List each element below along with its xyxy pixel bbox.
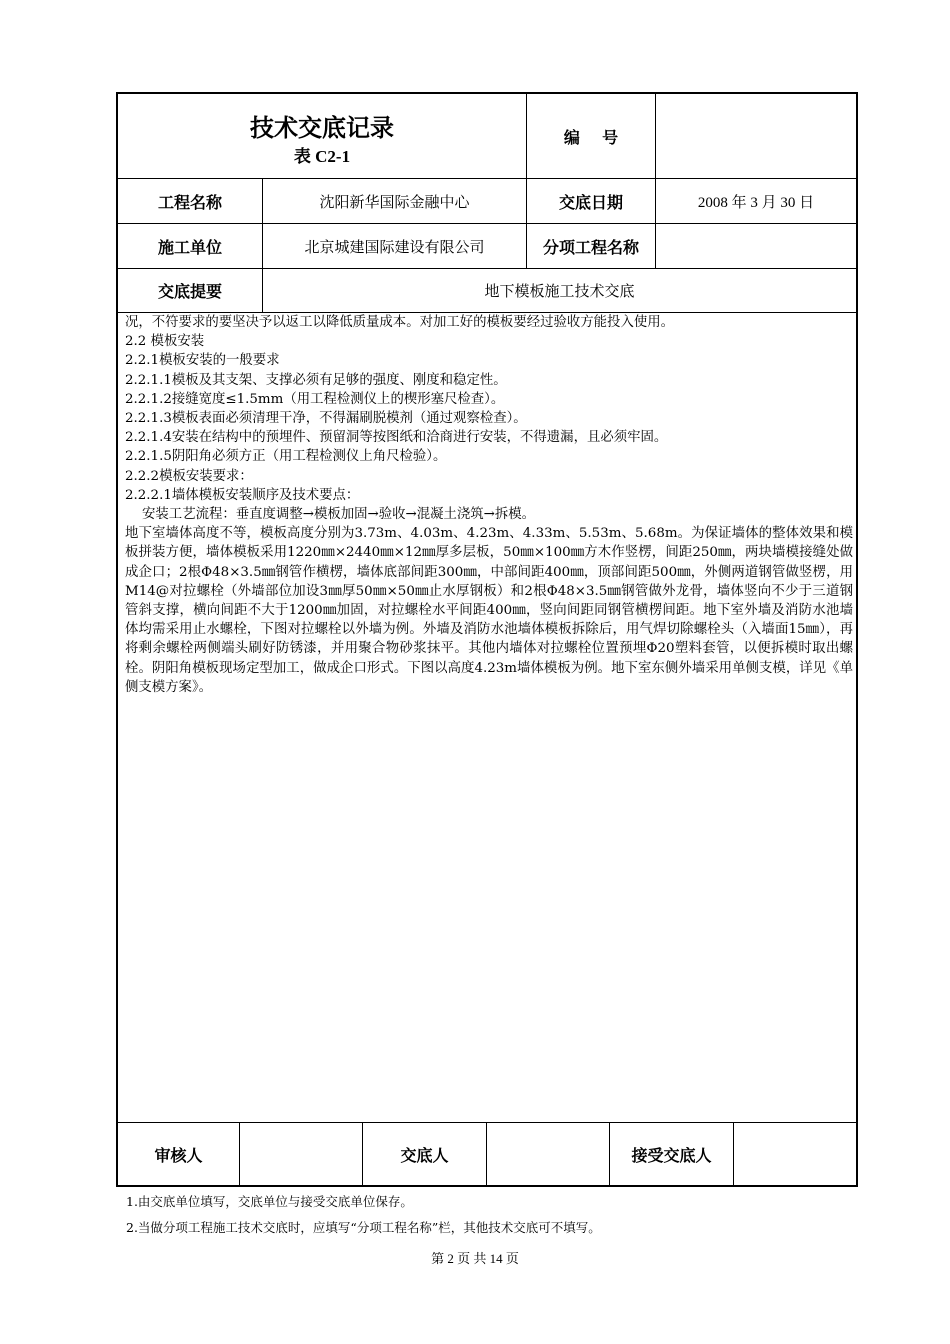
receiver-label: 接受交底人 — [631, 1145, 712, 1165]
summary-label: 交底提要 — [157, 282, 222, 301]
contractor-value[interactable]: 北京城建国际建设有限公司 — [304, 237, 485, 256]
discloser-label: 交底人 — [400, 1145, 449, 1165]
form-code: 表 C2-1 — [293, 147, 351, 166]
project-name-value[interactable]: 沈阳新华国际金融中心 — [319, 192, 470, 211]
number-label: 编 号 — [563, 127, 619, 147]
content-line: 2.2.1.1模板及其支架、支撑必须有足够的强度、刚度和稳定性。 — [125, 372, 507, 388]
contractor-label: 施工单位 — [157, 237, 222, 257]
reviewer-label: 审核人 — [154, 1145, 203, 1165]
project-name-label: 工程名称 — [157, 192, 222, 212]
document-title: 技术交底记录 — [250, 114, 394, 142]
table-border-bottom — [116, 1185, 858, 1187]
discloser-value[interactable] — [487, 1123, 609, 1185]
number-value[interactable] — [656, 94, 856, 178]
receiver-value[interactable] — [734, 1123, 856, 1185]
reviewer-value[interactable] — [240, 1123, 362, 1185]
note-2: 2.当做分项工程施工技术交底时，应填写“分项工程名称”栏，其他技术交底可不填写。 — [126, 1220, 601, 1235]
date-label: 交底日期 — [558, 192, 623, 212]
content-line: 2.2.1.3模板表面必须清理干净，不得漏刷脱模剂（通过观察检查）。 — [125, 411, 527, 427]
content-line: 2.2 模板安装 — [125, 334, 205, 350]
content-line: 2.2.1.5阴阳角必须方正（用工程检测仪上角尺检验）。 — [125, 449, 447, 465]
content-line: 2.2.2模板安装要求： — [125, 468, 253, 484]
content-line: 2.2.1模板安装的一般要求 — [125, 353, 280, 369]
disclosure-content — [125, 313, 853, 697]
content-line: 安装工艺流程：垂直度调整→模板加固→验收→混凝土浇筑→拆模。 — [125, 507, 536, 523]
page-number: 第 2 页 共 14 页 — [431, 1251, 519, 1266]
subproject-label: 分项工程名称 — [542, 237, 639, 257]
table-border-right — [856, 92, 858, 1187]
note-1: 1.由交底单位填写，交底单位与接受交底单位保存。 — [126, 1194, 413, 1209]
content-paragraph: 地下室墙体高度不等，模板高度分别为3.73m、4.03m、4.23m、4.33m、5.53m、5.68m。为保证墙体的整体效果和模板拼装方便，墙体模板采用1220㎜×2440㎜×12㎜厚多层板，50㎜×100㎜方木作竖楞，间距250㎜，两块墙模接缝处做成企口；2根Φ48×3.5㎜钢管作横楞，墙体底部间距300㎜，中部间距400㎜，顶部间距500㎜，外侧两道钢管做竖楞，用M14@对拉螺栓（外墙部位加设3㎜厚50㎜×50㎜止水厚钢板）和2根Φ48×3.5㎜钢管做外龙骨，墙体竖向不少于三道钢管斜支撑，横向间距不大于1200㎜加固，对拉螺栓水平间距400㎜，竖向间距同钢管横楞间距。地下室外墙及消防水池墙体均需采用止水螺栓，下图对拉螺栓以外墙为例。外墙及消防水池墙体模板拆除后，用气焊切除螺栓头（入墙面15㎜），再将剩余螺栓两侧端头刷好防锈漆，并用聚合物砂浆抹平。其他内墙体对拉螺栓位置预埋Φ20塑料套管，以便拆模时取出螺栓。阴阳角模板现场定型加工，做成企口形式。下图以高度4.23m墙体模板为例。地下室东侧外墙采用单侧支模，详见《单侧支模方案》。 — [125, 526, 853, 695]
content-line: 2.2.2.1墙体模板安装顺序及技术要点： — [125, 487, 360, 503]
summary-value[interactable]: 地下模板施工技术交底 — [484, 282, 635, 300]
content-line: 2.2.1.2接缝宽度≤1.5mm（用工程检测仪上的楔形塞尺检查）。 — [125, 391, 505, 407]
subproject-value[interactable] — [656, 224, 856, 268]
date-value[interactable]: 2008 年 3 月 30 日 — [697, 194, 815, 211]
content-line: 况，不符要求的要坚决予以返工以降低质量成本。对加工好的模板要经过验收方能投入使用。 — [125, 315, 675, 330]
content-line: 2.2.1.4安装在结构中的预埋件、预留洞等按图纸和洽商进行安装，不得遗漏，且必须牢固。 — [125, 430, 668, 446]
